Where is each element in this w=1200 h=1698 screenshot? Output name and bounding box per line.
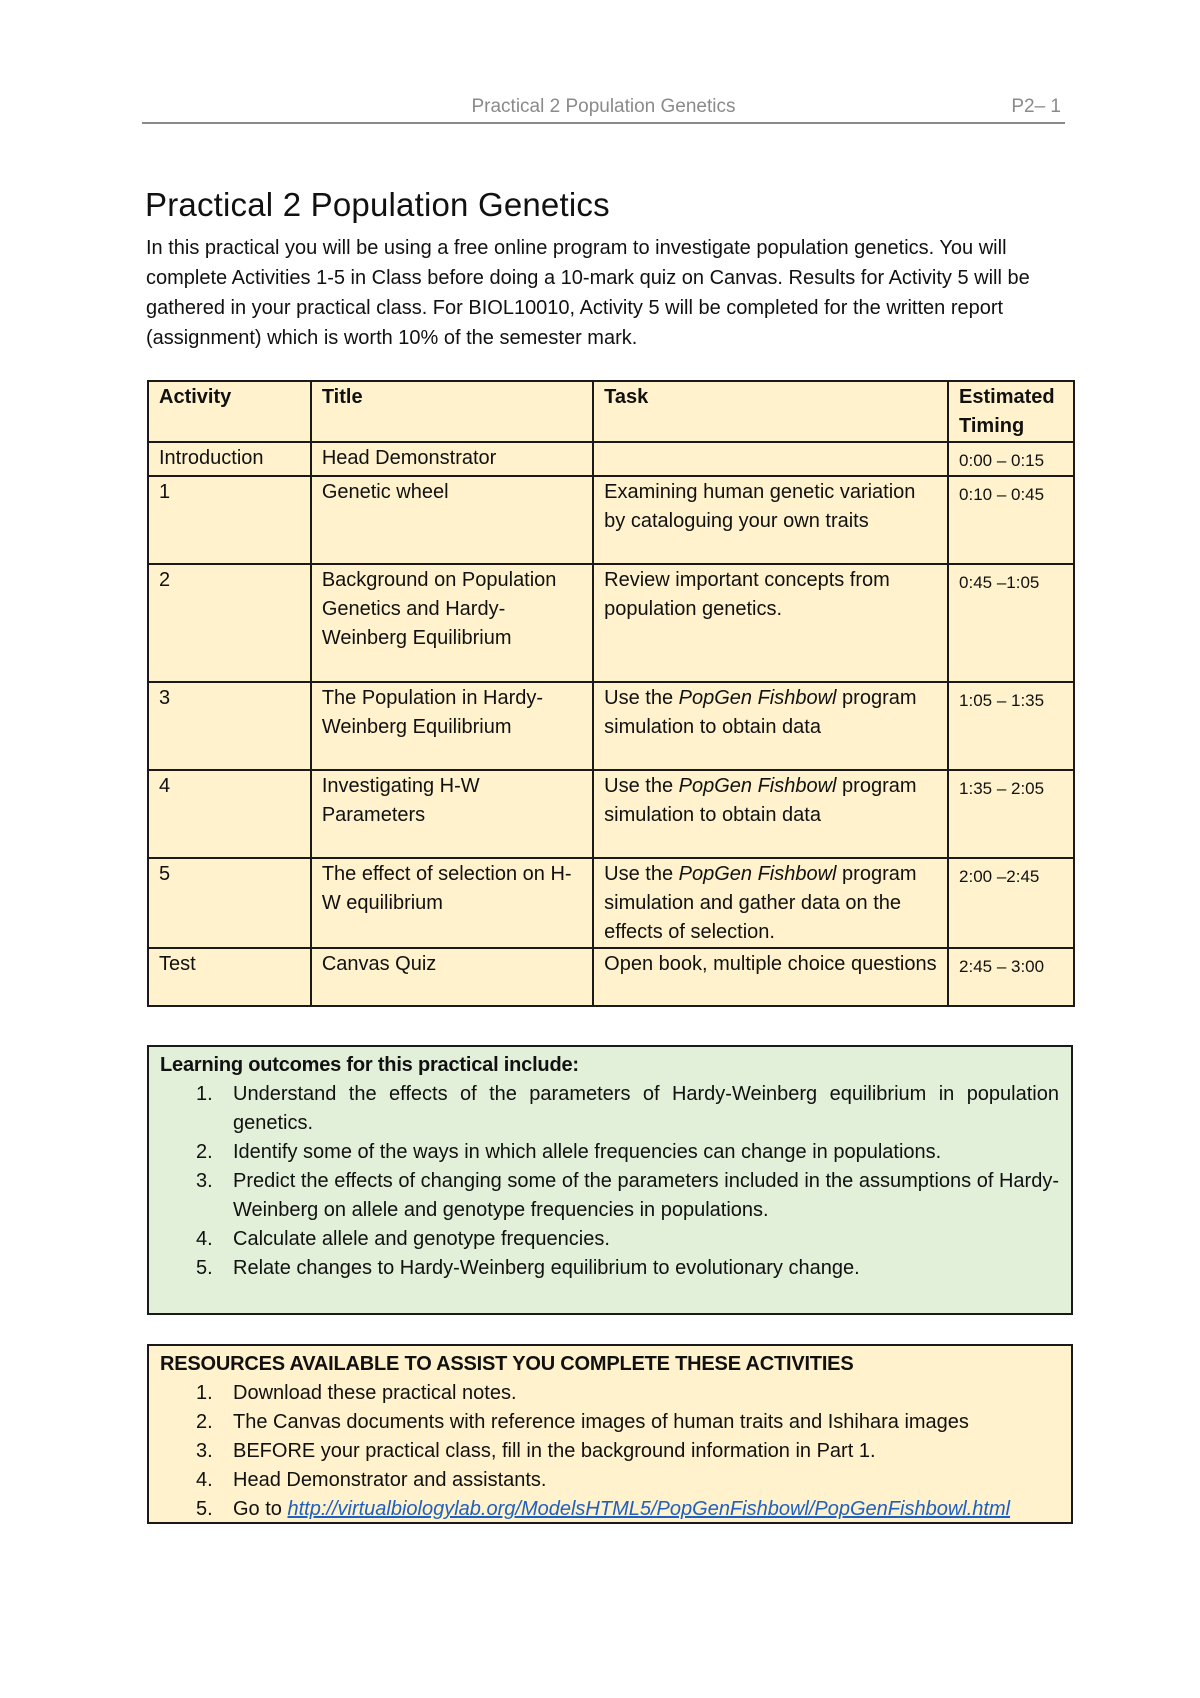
resources-box xyxy=(147,1344,1073,1524)
cell-activity: 5 xyxy=(148,858,311,948)
cell-task: Open book, multiple choice questions xyxy=(593,948,948,1006)
list-item: 3. Predict the effects of changing some of the parameters included in the assumptions of Hardy-Weinberg on allele and genotype frequencies in populations. xyxy=(196,1170,1059,1221)
cell-task: Review important concepts from population genetics. xyxy=(593,564,948,682)
table-row xyxy=(148,770,1074,858)
cell-timing: 0:10 – 0:45 xyxy=(948,476,1074,564)
learning-outcomes-box xyxy=(147,1045,1073,1315)
cell-title: Genetic wheel xyxy=(311,476,593,564)
list-item: 2. The Canvas documents with reference images of human traits and Ishihara images xyxy=(196,1411,969,1433)
cell-title: Canvas Quiz xyxy=(311,948,593,1006)
list-item: 4. Calculate allele and genotype frequencies. xyxy=(196,1228,610,1250)
table-row xyxy=(148,948,1074,1006)
list-item: 1. Download these practical notes. xyxy=(196,1382,517,1404)
list-item: 4. Head Demonstrator and assistants. xyxy=(196,1469,547,1491)
cell-title: Background on Population Genetics and Hardy-Weinberg Equilibrium xyxy=(311,564,593,682)
activities-table xyxy=(147,380,1075,1007)
cell-title: Investigating H-W Parameters xyxy=(311,770,593,858)
header-timing: Estimated Timing xyxy=(948,381,1074,442)
cell-activity: Introduction xyxy=(148,442,311,476)
intro-paragraph: In this practical you will be using a free online program to investigate population genetics. You will complete Activities 1-5 in Class before doing a 10-mark quiz on Canvas. Results for Activity 5 will be gathered in your practical class. For BIOL10010, Activity 5 will be completed for the written report (assignment) which is worth 10% of the semester mark. xyxy=(146,237,1030,349)
cell-activity: 1 xyxy=(148,476,311,564)
header-task: Task xyxy=(593,381,948,442)
cell-activity: 4 xyxy=(148,770,311,858)
running-header-title: Practical 2 Population Genetics xyxy=(471,96,736,117)
cell-activity: 3 xyxy=(148,682,311,770)
cell-title: The effect of selection on H-W equilibrium xyxy=(311,858,593,948)
cell-task: Use the PopGen Fishbowl program simulation to obtain data xyxy=(593,770,948,858)
cell-timing: 2:00 –2:45 xyxy=(948,858,1074,948)
cell-timing: 0:00 – 0:15 xyxy=(948,442,1074,476)
table-row xyxy=(148,858,1074,948)
table-row xyxy=(148,564,1074,682)
list-item: 2. Identify some of the ways in which allele frequencies can change in populations. xyxy=(196,1141,942,1163)
cell-timing: 0:45 –1:05 xyxy=(948,564,1074,682)
page-title: Practical 2 Population Genetics xyxy=(145,186,610,223)
resources-list xyxy=(160,1379,1059,1524)
table-row xyxy=(148,442,1074,476)
cell-task: Use the PopGen Fishbowl program simulation and gather data on the effects of selection. xyxy=(593,858,948,948)
cell-timing: 1:35 – 2:05 xyxy=(948,770,1074,858)
cell-title: The Population in Hardy-Weinberg Equilibrium xyxy=(311,682,593,770)
popgen-fishbowl-link[interactable]: http://virtualbiologylab.org/ModelsHTML5/PopGenFishbowl/PopGenFishbowl.html xyxy=(287,1498,1011,1520)
header-activity: Activity xyxy=(148,381,311,442)
list-item: 5. Go to http://virtualbiologylab.org/ModelsHTML5/PopGenFishbowl/PopGenFishbowl.html xyxy=(196,1498,1011,1520)
cell-timing: 2:45 – 3:00 xyxy=(948,948,1074,1006)
cell-activity: Test xyxy=(148,948,311,1006)
cell-title: Head Demonstrator xyxy=(311,442,593,476)
table-row xyxy=(148,682,1074,770)
list-item: 3. BEFORE your practical class, fill in the background information in Part 1. xyxy=(196,1440,876,1462)
cell-task: Examining human genetic variation by cataloguing your own traits xyxy=(593,476,948,564)
table-row xyxy=(148,476,1074,564)
list-item: 1. Understand the effects of the parameters of Hardy-Weinberg equilibrium in population genetics. xyxy=(196,1083,1059,1134)
cell-timing: 1:05 – 1:35 xyxy=(948,682,1074,770)
running-header xyxy=(142,94,1065,124)
resources-heading: RESOURCES AVAILABLE TO ASSIST YOU COMPLETE THESE ACTIVITIES xyxy=(160,1353,854,1375)
header-title: Title xyxy=(311,381,593,442)
learning-outcomes-list xyxy=(160,1080,1059,1283)
cell-task: Use the PopGen Fishbowl program simulation to obtain data xyxy=(593,682,948,770)
cell-activity: 2 xyxy=(148,564,311,682)
cell-task xyxy=(593,442,948,476)
table-header-row xyxy=(148,381,1074,442)
list-item: 5. Relate changes to Hardy-Weinberg equilibrium to evolutionary change. xyxy=(196,1257,860,1279)
page-number: P2– 1 xyxy=(1011,96,1061,117)
learning-outcomes-heading: Learning outcomes for this practical include: xyxy=(160,1054,579,1076)
